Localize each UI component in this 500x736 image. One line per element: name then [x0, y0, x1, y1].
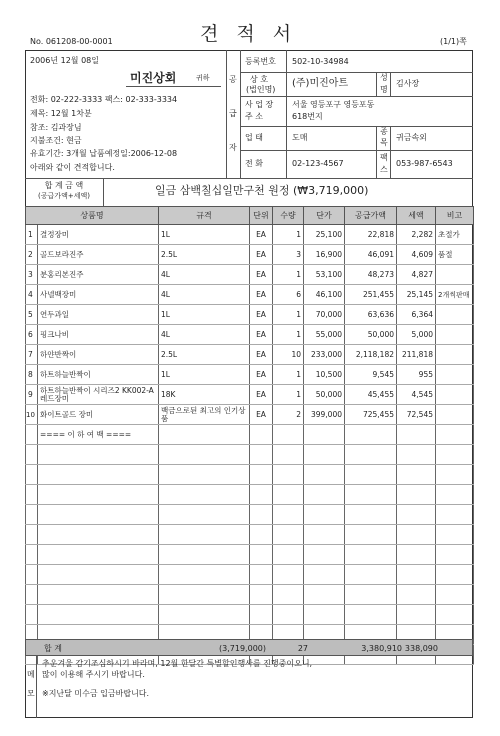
row-spec: 1L	[159, 225, 250, 245]
row-supply: 48,273	[345, 265, 397, 285]
row-price: 46,100	[304, 285, 345, 305]
row-spec: 4L	[159, 265, 250, 285]
supplier-phone-label: 전 화	[245, 159, 263, 168]
col-header-qty: 수량	[273, 207, 304, 225]
col-header-supply: 공급가액	[345, 207, 397, 225]
row-no: 3	[26, 265, 38, 285]
row-qty: 10	[273, 345, 304, 365]
col-header-tax: 세액	[397, 207, 436, 225]
table-row-empty	[26, 525, 474, 545]
items-table	[25, 206, 474, 665]
table-row	[26, 285, 474, 305]
row-price: 50,000	[304, 385, 345, 405]
totals-amount: (3,719,000)	[219, 644, 266, 653]
address-label-1: 사 업 장	[245, 100, 274, 109]
row-qty: 1	[273, 385, 304, 405]
row-spec: 2.5L	[159, 245, 250, 265]
company-label-1: 상 호	[250, 75, 268, 84]
row-note	[436, 385, 474, 405]
quote-reference: 참조: 김과장님	[30, 123, 82, 132]
supplier-company-value: (주)미진아트	[292, 78, 349, 89]
table-row	[26, 405, 474, 425]
row-no: 2	[26, 245, 38, 265]
row-supply: 725,455	[345, 405, 397, 425]
fax-label-1: 팩	[380, 153, 388, 162]
table-row	[26, 225, 474, 245]
row-spec: 4L	[159, 325, 250, 345]
row-price: 233,000	[304, 345, 345, 365]
col-header-note: 비고	[436, 207, 474, 225]
row-supply: 251,455	[345, 285, 397, 305]
recipient-underline	[126, 86, 221, 87]
row-price: 70,000	[304, 305, 345, 325]
memo-line-2: 많이 이용해 주시기 바랍니다.	[42, 670, 145, 679]
sum-label-2: (공급가액+세액)	[38, 192, 90, 200]
row-no: 5	[26, 305, 38, 325]
row-qty: 3	[273, 245, 304, 265]
supplier-side-label-bottom: 자	[229, 143, 237, 152]
ceo-label-1: 성	[380, 73, 388, 82]
row-unit: EA	[250, 245, 273, 265]
sum-label-1: 합 계 금 액	[44, 181, 84, 190]
row-tax: 25,145	[397, 285, 436, 305]
supplier-phone-value: 02-123-4567	[292, 159, 344, 168]
row-spec: 4L	[159, 285, 250, 305]
row-name: 연두과일	[38, 305, 159, 325]
row-no: 4	[26, 285, 38, 305]
row-no: 10	[26, 405, 38, 425]
reg-number-label: 등록번호	[245, 57, 276, 66]
row-no: 1	[26, 225, 38, 245]
row-unit: EA	[250, 265, 273, 285]
row-note: 2개씩판매	[436, 285, 474, 305]
row-name: 하트하늘반짝이 시리즈2 KK002-A레드장미	[38, 385, 159, 405]
row-unit: EA	[250, 345, 273, 365]
table-row-empty	[26, 605, 474, 625]
row-spec: 2.5L	[159, 345, 250, 365]
table-row	[26, 385, 474, 405]
row-no: 6	[26, 325, 38, 345]
row-supply: 9,545	[345, 365, 397, 385]
row-price: 10,500	[304, 365, 345, 385]
row-note	[436, 265, 474, 285]
item-label-2: 목	[380, 138, 388, 147]
memo-line-1: 추운겨울 감기조심하시기 바라며, 12월 한달간 특별할인행사를 진행중이오니,	[42, 659, 313, 668]
row-spec: 백금으로된 최고의 인기상품	[159, 405, 250, 425]
table-row	[26, 265, 474, 285]
table-row-empty	[26, 585, 474, 605]
table-row	[26, 325, 474, 345]
memo-line-3: ※지난달 미수금 입금바랍니다.	[42, 689, 150, 698]
row-tax: 955	[397, 365, 436, 385]
item-label-1: 종	[380, 127, 388, 136]
row-tax: 5,000	[397, 325, 436, 345]
row-price: 53,100	[304, 265, 345, 285]
row-name: 화이트골드 장미	[38, 405, 159, 425]
row-supply: 63,636	[345, 305, 397, 325]
row-supply: 22,818	[345, 225, 397, 245]
row-qty: 1	[273, 225, 304, 245]
row-unit: EA	[250, 285, 273, 305]
table-row	[26, 365, 474, 385]
quote-date: 2006년 12월 08일	[30, 56, 99, 65]
col-header-unit: 단위	[250, 207, 273, 225]
row-supply: 46,091	[345, 245, 397, 265]
row-tax: 4,609	[397, 245, 436, 265]
table-row-empty	[26, 465, 474, 485]
row-note	[436, 405, 474, 425]
row-spec: 1L	[159, 305, 250, 325]
row-unit: EA	[250, 225, 273, 245]
row-supply: 2,118,182	[345, 345, 397, 365]
row-qty: 1	[273, 365, 304, 385]
table-row	[26, 305, 474, 325]
end-marker: ==== 이 하 여 백 ====	[38, 425, 159, 445]
row-price: 25,100	[304, 225, 345, 245]
table-row-empty	[26, 545, 474, 565]
row-supply: 45,455	[345, 385, 397, 405]
closing-text: 아래와 같이 견적합니다.	[30, 163, 115, 172]
row-unit: EA	[250, 385, 273, 405]
row-tax: 2,282	[397, 225, 436, 245]
company-label-2: (법인명)	[246, 85, 276, 94]
row-note: 품절	[436, 245, 474, 265]
row-qty: 1	[273, 325, 304, 345]
reg-number-value: 502-10-34984	[292, 57, 349, 66]
recipient-company: 미진상회	[130, 71, 177, 85]
totals-row	[25, 639, 473, 656]
address-label-2: 주 소	[245, 112, 263, 121]
ceo-name-value: 김사장	[396, 79, 420, 88]
row-unit: EA	[250, 325, 273, 345]
row-spec: 18K	[159, 385, 250, 405]
row-unit: EA	[250, 365, 273, 385]
page-count: (1/1)쪽	[440, 37, 467, 46]
row-name: 하트하늘반짝이	[38, 365, 159, 385]
row-tax: 6,364	[397, 305, 436, 325]
row-name: 핑크나비	[38, 325, 159, 345]
fax-label-2: 스	[380, 165, 388, 174]
table-row-empty	[26, 505, 474, 525]
row-no: 8	[26, 365, 38, 385]
row-name: 골드보라진주	[38, 245, 159, 265]
col-header-name: 상품명	[26, 207, 159, 225]
row-no: 7	[26, 345, 38, 365]
ceo-label-2: 명	[380, 85, 388, 94]
table-header-row	[26, 207, 474, 225]
supplier-side-label-top: 공	[229, 75, 237, 84]
table-row-end-marker	[26, 425, 474, 445]
quote-subject: 제목: 12월 1차분	[30, 109, 92, 118]
validity-delivery: 유효기간: 3개월 납품예정일:2006-12-08	[30, 149, 178, 158]
row-qty: 2	[273, 405, 304, 425]
supplier-fax-value: 053-987-6543	[396, 159, 453, 168]
row-spec: 1L	[159, 365, 250, 385]
totals-qty: 27	[297, 644, 308, 653]
payment-terms: 지불조건: 현금	[30, 136, 82, 145]
col-header-spec: 규격	[159, 207, 250, 225]
address-value-1: 서울 영등포구 영등포동	[292, 100, 375, 109]
row-qty: 1	[273, 265, 304, 285]
row-qty: 6	[273, 285, 304, 305]
row-qty: 1	[273, 305, 304, 325]
sum-amount-text: 일금 삼백칠십일만구천 원정 (₩3,719,000)	[155, 184, 369, 197]
row-name: 결정장미	[38, 225, 159, 245]
row-price: 55,000	[304, 325, 345, 345]
row-tax: 211,818	[397, 345, 436, 365]
row-note	[436, 305, 474, 325]
row-price: 399,000	[304, 405, 345, 425]
row-tax: 72,545	[397, 405, 436, 425]
totals-tax: 338,090	[404, 644, 438, 653]
row-price: 16,900	[304, 245, 345, 265]
recipient-phone-fax: 전화: 02-222-3333 팩스: 02-333-3334	[30, 95, 178, 104]
row-name: 사넬백장미	[38, 285, 159, 305]
row-no: 9	[26, 385, 38, 405]
table-row	[26, 245, 474, 265]
table-row	[26, 345, 474, 365]
row-tax: 4,545	[397, 385, 436, 405]
table-row-empty	[26, 485, 474, 505]
row-supply: 50,000	[345, 325, 397, 345]
row-name: 분홍리본진주	[38, 265, 159, 285]
memo-label-1: 메	[27, 670, 35, 679]
doc-number: No. 061208-00-0001	[30, 37, 113, 46]
business-type-label: 업 태	[245, 133, 263, 142]
col-header-price: 단가	[304, 207, 345, 225]
address-value-2: 618번지	[292, 112, 323, 121]
row-note	[436, 345, 474, 365]
row-tax: 4,827	[397, 265, 436, 285]
recipient-honorific: 귀하	[196, 74, 210, 82]
item-value: 귀금속외	[396, 133, 427, 142]
row-unit: EA	[250, 305, 273, 325]
table-row-empty	[26, 565, 474, 585]
memo-label-2: 모	[27, 689, 35, 698]
supplier-side-label-mid: 급	[229, 109, 237, 118]
business-type-value: 도매	[292, 133, 308, 142]
totals-label: 합 계	[44, 644, 62, 653]
row-name: 하얀반짝이	[38, 345, 159, 365]
row-note: 초절가	[436, 225, 474, 245]
table-row-empty	[26, 445, 474, 465]
page-title: 견 적 서	[200, 23, 298, 45]
totals-supply: 3,380,910	[361, 644, 402, 653]
row-note	[436, 325, 474, 345]
row-unit: EA	[250, 405, 273, 425]
row-note	[436, 365, 474, 385]
